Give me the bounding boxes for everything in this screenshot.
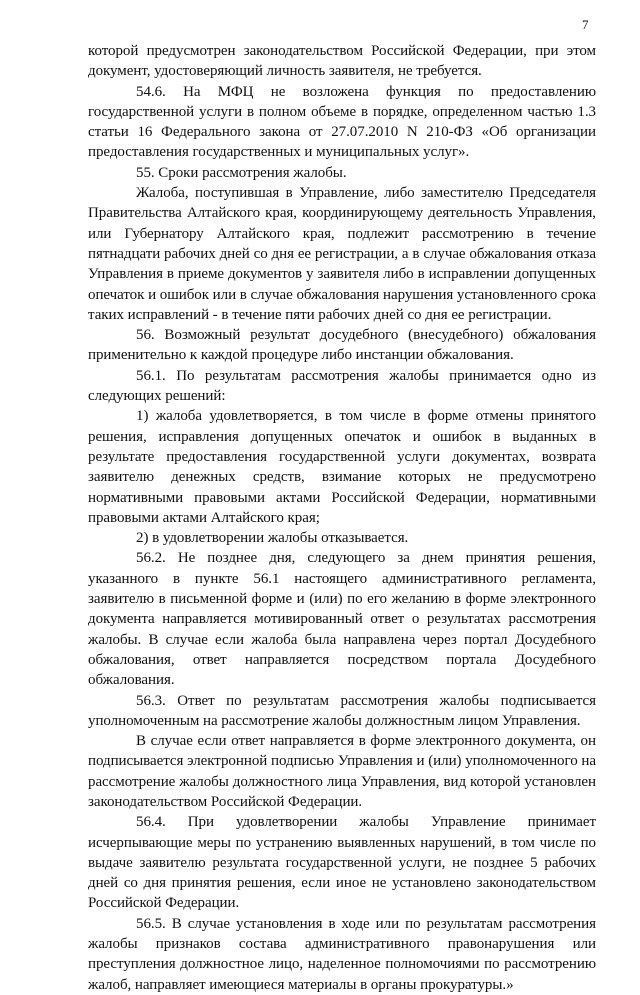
paragraph-56-3: 56.3. Ответ по результатам рассмотрения жалобы подписывается уполномоченным на рассмотрение жалобы должностным лицом Управления. bbox=[88, 692, 596, 729]
paragraph-56-4: 56.4. При удовлетворении жалобы Управление принимает исчерпывающие меры по устранению выявленных нарушений, в том числе по выдаче заявителю результата государственной услуги, не позднее 5 рабочих дней со дня принятия решения, если иное не установлено законодательством Российской Федерации. bbox=[88, 814, 596, 912]
paragraph-complaint-terms: Жалоба, поступившая в Управление, либо заместителю Председателя Правительства Алтайского края, координирующему деятельность Управления, или Губернатору Алтайского края, подлежит рассмотрению в течение пятнадцати рабочих дней со дня ее регистрации, а в случае обжалования отказа Управления в приеме документов у заявителя либо в исправлении допущенных опечаток и ошибок или в случае обжалования нарушения установленного срока таких исправлений - в течение пяти рабочих дней со дня ее регистрации. bbox=[88, 185, 596, 323]
paragraph-electronic-signature: В случае если ответ направляется в форме электронного документа, он подписывается электронной подписью Управления и (или) уполномоченного на рассмотрение жалобы должностного лица Управления, вид которой установлен законодательством Российской Федерации. bbox=[88, 733, 596, 810]
paragraph-56-2: 56.2. Не позднее дня, следующего за днем принятия решения, указанного в пункте 56.1 настоящего административного регламента, заявителю в письменной форме и (или) по его желанию в форме электронного документа направляется мотивированный ответ о результатах рассмотрения жалобы. В случае если жалоба была направлена через портал Досудебного обжалования, ответ направляется посредством портала Досудебного обжалования. bbox=[88, 550, 596, 689]
paragraph-continuation: которой предусмотрен законодательством Российской Федерации, при этом документ, удостоверяющий личность заявителя, не требуется. bbox=[88, 43, 596, 80]
paragraph-decision-2: 2) в удовлетворении жалобы отказывается. bbox=[136, 530, 409, 547]
paragraph-56-1: 56.1. По результатам рассмотрения жалобы принимается одно из следующих решений: bbox=[88, 367, 596, 405]
paragraph-56-heading: 56. Возможный результат досудебного (внесудебного) обжалования применительно к каждой процедуре либо инстанции обжалования. bbox=[88, 327, 596, 364]
paragraph-56-5: 56.5. В случае установления в ходе или по результатам рассмотрения жалобы признаков состава административного правонарушения или преступления должностное лицо, наделенное полномочиями по рассмотрению жалоб, направляет имеющиеся материалы в органы прокуратуры.» bbox=[88, 915, 596, 993]
paragraph-decision-1: 1) жалоба удовлетворяется, в том числе в форме отмены принятого решения, исправления допущенных опечаток и ошибок в выданных в результате предоставления государственной услуги документах, возврата заявителю денежных средств, взимание которых не предусмотрено нормативными правовыми актами Российской Федерации, нормативными правовыми актами Алтайского края; bbox=[88, 408, 596, 526]
paragraph-54-6: 54.6. На МФЦ не возложена функция по предоставлению государственной услуги в полном объеме в порядке, определенном частью 1.3 статьи 16 Федерального закона от 27.07.2010 N 210-ФЗ «Об организации предоставления государственных и муниципальных услуг». bbox=[88, 83, 596, 161]
paragraph-55-heading: 55. Сроки рассмотрения жалобы. bbox=[136, 164, 347, 181]
document-body bbox=[88, 41, 596, 995]
page-number: 7 bbox=[582, 17, 589, 32]
